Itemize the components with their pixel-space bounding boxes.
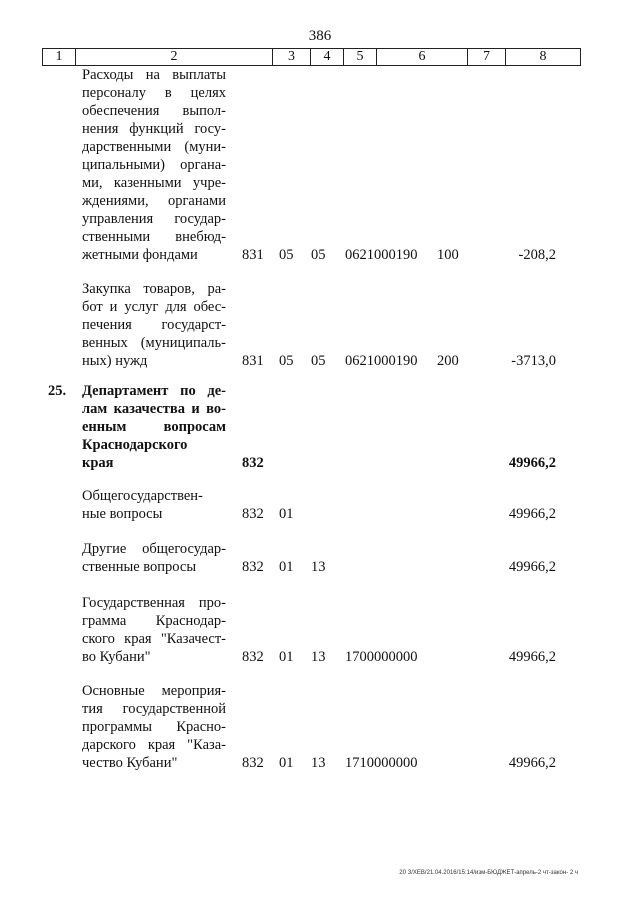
description-line: Общегосударствен- [82,488,203,504]
cell-col-3: 832 [242,455,264,471]
description-line: Расходы на выплаты [82,67,226,83]
description-line: ждениями, органами [82,193,226,209]
cell-col-3: 831 [242,353,264,369]
description-line: дарского края "Каза- [82,737,226,753]
header-col-8: 8 [539,49,547,64]
description-line: печения государст- [82,317,226,333]
description-line: ми, казенными учре- [82,175,226,191]
cell-col-8: -3713,0 [511,353,556,369]
cell-col-3: 832 [242,755,264,771]
description-line: края [82,455,114,471]
description-line: Департамент по де- [82,383,226,399]
description-line: лам казачества и во- [82,401,226,417]
description-line: Краснодарского [82,437,188,453]
cell-col-3: 832 [242,649,264,665]
cell-col-8: 49966,2 [508,755,556,771]
description-line: тия государственной [82,701,226,717]
row-description [82,280,226,370]
description-line: персоналу в целях [82,85,226,101]
cell-col-4: 01 [279,559,294,575]
header-col-2: 2 [76,49,273,65]
description-line: ных) нужд [82,353,148,369]
description-line: Закупка товаров, ра- [82,281,226,297]
description-line: чество Кубани" [82,755,178,771]
cell-col-6: 1700000000 [345,649,418,665]
cell-col-5: 13 [311,559,326,575]
cell-col-5: 05 [311,353,326,369]
cell-col-8: 49966,2 [508,455,556,471]
description-line: нения функций госу- [82,121,226,137]
row-description [82,382,226,472]
description-line: во Кубани" [82,649,151,665]
cell-col-4: 05 [279,353,294,369]
table-header-row [42,48,581,66]
cell-col-6: 0621000190 [345,353,418,369]
row-number: 25. [48,383,67,399]
cell-col-3: 832 [242,559,264,575]
cell-col-8: -208,2 [518,247,556,263]
header-col-3: 3 [273,49,311,65]
cell-col-7: 100 [437,247,459,263]
cell-col-4: 01 [279,506,294,522]
header-col-5: 5 [344,49,377,65]
description-line: ственные вопросы [82,559,197,575]
description-line: управления государ- [82,211,226,227]
description-line: Другие общегосудар- [82,541,226,557]
header-col-4: 4 [311,49,344,65]
cell-col-6: 1710000000 [345,755,418,771]
cell-col-6: 0621000190 [345,247,418,263]
description-line: ственными внебюд- [82,229,226,245]
description-line: енным вопросам [82,419,226,435]
description-line: ского края "Казачест- [82,631,226,647]
row-description [82,682,226,772]
row-description [82,487,226,523]
description-line: грамма Краснодар- [82,613,226,629]
cell-col-8: 49966,2 [508,559,556,575]
description-line: жетными фондами [82,247,198,263]
header-col-1: 1 [43,49,76,65]
cell-col-7: 200 [437,353,459,369]
header-col-7: 7 [468,49,506,65]
cell-col-4: 01 [279,755,294,771]
cell-col-8: 49966,2 [508,506,556,522]
row-description [82,594,226,666]
page-number: 386 [308,28,332,44]
description-line: дарственными (муни- [82,139,226,155]
cell-col-5: 05 [311,247,326,263]
description-line: Основные мероприя- [82,683,226,699]
cell-col-4: 05 [279,247,294,263]
cell-col-3: 832 [242,506,264,522]
description-line: программы Красно- [82,719,226,735]
description-line: обеспечения выпол- [82,103,226,119]
row-description [82,66,226,264]
cell-col-8: 49966,2 [508,649,556,665]
description-line: ципальными) органа- [82,157,226,173]
description-line: венных (муниципаль- [82,335,226,351]
footer-stamp: 20 З/ХЕВ/21.04.2016/15:14/изм-БЮДЖЕТ-апрель-2 чт-закон- 2 ч [399,870,578,876]
header-col-6: 6 [377,49,468,65]
cell-col-3: 831 [242,247,264,263]
description-line: Государственная про- [82,595,226,611]
description-line: бот и услуг для обес- [82,299,226,315]
row-description [82,540,226,576]
cell-col-5: 13 [311,649,326,665]
cell-col-4: 01 [279,649,294,665]
description-line: ные вопросы [82,506,163,522]
cell-col-5: 13 [311,755,326,771]
